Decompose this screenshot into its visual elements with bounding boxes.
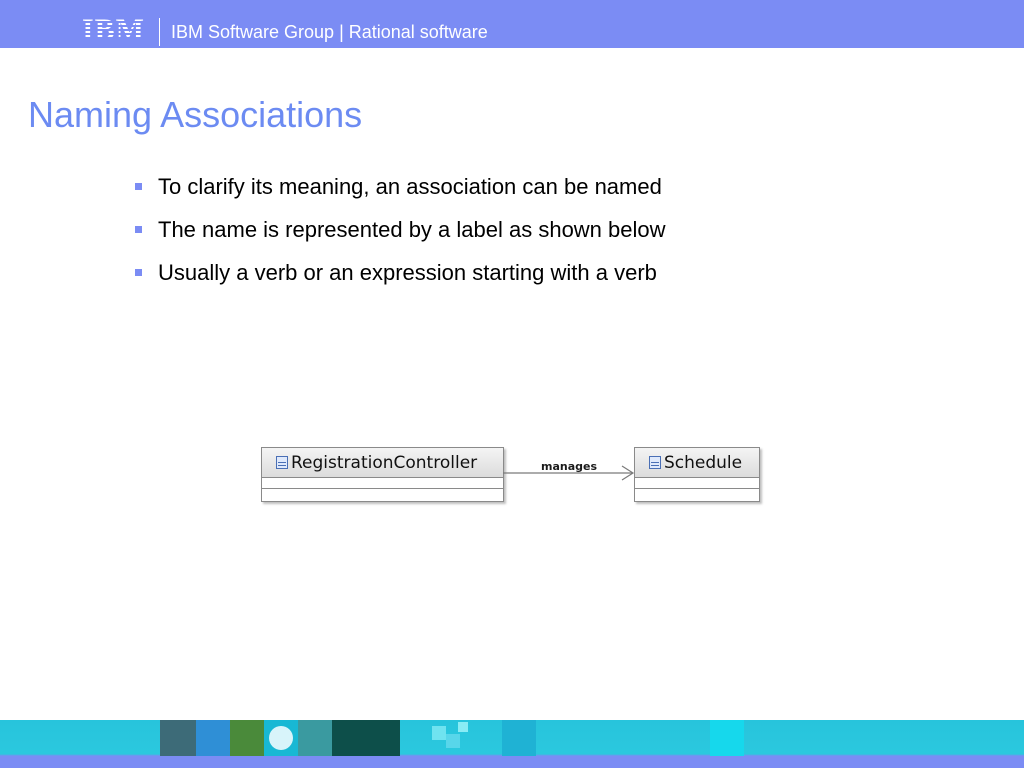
footer-image-tile — [230, 720, 264, 756]
footer-circle-graphic — [269, 726, 293, 750]
class-operations-compartment — [635, 489, 759, 501]
class-attributes-compartment — [635, 478, 759, 489]
slide-title: Naming Associations — [28, 94, 363, 135]
footer-image-tile — [332, 720, 400, 756]
footer-image-tile — [196, 720, 230, 756]
footer-bar — [0, 720, 1024, 768]
bullet-text: Usually a verb or an expression starting with a verb — [158, 260, 657, 285]
class-header — [635, 448, 759, 478]
class-box-schedule — [634, 447, 760, 502]
class-name: RegistrationController — [291, 452, 478, 473]
association-label: manages — [541, 460, 598, 473]
footer-square-tile — [710, 720, 744, 756]
footer-image-tile — [160, 720, 196, 756]
bullet-text: To clarify its meaning, an association can be named — [158, 174, 662, 199]
bullet-text: The name is represented by a label as shown below — [158, 217, 666, 242]
footer-square-tile — [502, 720, 536, 756]
header-group-text: IBM Software Group | Rational software — [171, 22, 488, 42]
ibm-logo: IBM — [82, 13, 145, 46]
footer-image-tile — [264, 720, 298, 756]
class-name: Schedule — [664, 452, 743, 473]
footer-square-tile — [432, 726, 446, 740]
footer-square-tile — [446, 734, 460, 748]
class-icon — [649, 456, 661, 469]
footer-image-tile — [298, 720, 332, 756]
footer-square-tile — [458, 722, 468, 732]
